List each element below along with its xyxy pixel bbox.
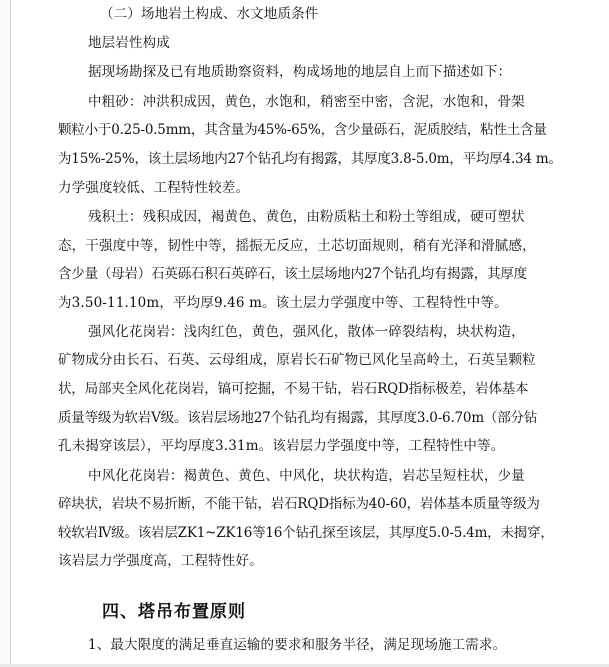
layer-sand-line-3: 为15%-25%，该土层场地内27个钻孔均有揭露，其厚度3.8-5.0m，平均厚4.34 m。 xyxy=(58,151,562,167)
chapter-heading: 四、塔吊布置原则 xyxy=(102,602,246,622)
layer-strong-granite-line-1: 强风化花岗岩：浅肉红色，黄色，强风化，散体一碎裂结构，块状构造， xyxy=(88,324,525,340)
principle-item: 1、最大限度的满足垂直运输的要求和服务半径，满足现场施工需求。 xyxy=(88,637,507,653)
layer-medium-granite-line-2: 碎块状，岩块不易折断，不能干钻，岩石RQD指标为40-60，岩体基本质量等级为 xyxy=(58,496,540,512)
layer-sand-line-2: 颗粒小于0.25-0.5mm，其含量为45%-65%，含少量砾石，泥质胶结，粘性土含量 xyxy=(58,122,547,138)
layer-strong-granite-line-5: 孔未揭穿该层），平均厚度3.31m。该岩层力学强度中等，工程特性中等。 xyxy=(58,438,505,454)
layer-medium-granite-line-3: 较软岩Ⅳ级。该岩层ZK1~ZK16等16个钻孔探至该层，其厚度5.0-5.4m，未揭穿， xyxy=(58,525,554,541)
layer-strong-granite-line-4: 质量等级为软岩V级。该岩层场地27个钻孔均有揭露，其厚度3.0-6.70m（部分钻 xyxy=(58,410,538,426)
left-margin-frame xyxy=(0,0,11,667)
layer-medium-granite-line-4: 该岩层力学强度高，工程特性好。 xyxy=(58,553,263,569)
layer-sand-line-4: 力学强度较低、工程特性较差。 xyxy=(58,180,250,196)
layer-medium-granite-line-1: 中风化花岗岩：褐黄色、黄色、中风化，块状构造，岩芯呈短柱状，少量 xyxy=(88,468,525,484)
section-heading: （二）场地岩土构成、水文地质条件 xyxy=(100,6,319,22)
layer-residual-line-3: 含少量（母岩）石英砾石积石英碎石，该土层场地内27个钻孔均有揭露，其厚度 xyxy=(58,266,527,282)
layer-residual-line-2: 态，干强度中等，韧性中等，摇振无反应，土芯切面规则，稍有光泽和滑腻感， xyxy=(58,238,536,254)
intro-paragraph: 据现场勘探及已有地质勘察资料，构成场地的地层自上而下描述如下： xyxy=(88,64,512,80)
subheading: 地层岩性构成 xyxy=(88,35,170,51)
layer-residual-line-4: 为3.50-11.10m，平均厚9.46 m。该土层力学强度中等、工程特性中等。 xyxy=(58,295,508,311)
layer-residual-line-1: 残积土：残积成因，褐黄色、黄色，由粉质粘土和粉土等组成，硬可塑状 xyxy=(88,209,525,225)
layer-strong-granite-line-3: 状，局部夹全风化花岗岩，镐可挖掘，不易干钻，岩石RQD指标极差，岩体基本 xyxy=(58,381,529,397)
layer-strong-granite-line-2: 矿物成分由长石、石英、云母组成，原岩长石矿物已风化呈高岭土，石英呈颗粒 xyxy=(58,352,536,368)
layer-sand-line-1: 中粗砂：冲洪积成因，黄色，水饱和，稍密至中密，含泥，水饱和，骨架 xyxy=(88,94,525,110)
